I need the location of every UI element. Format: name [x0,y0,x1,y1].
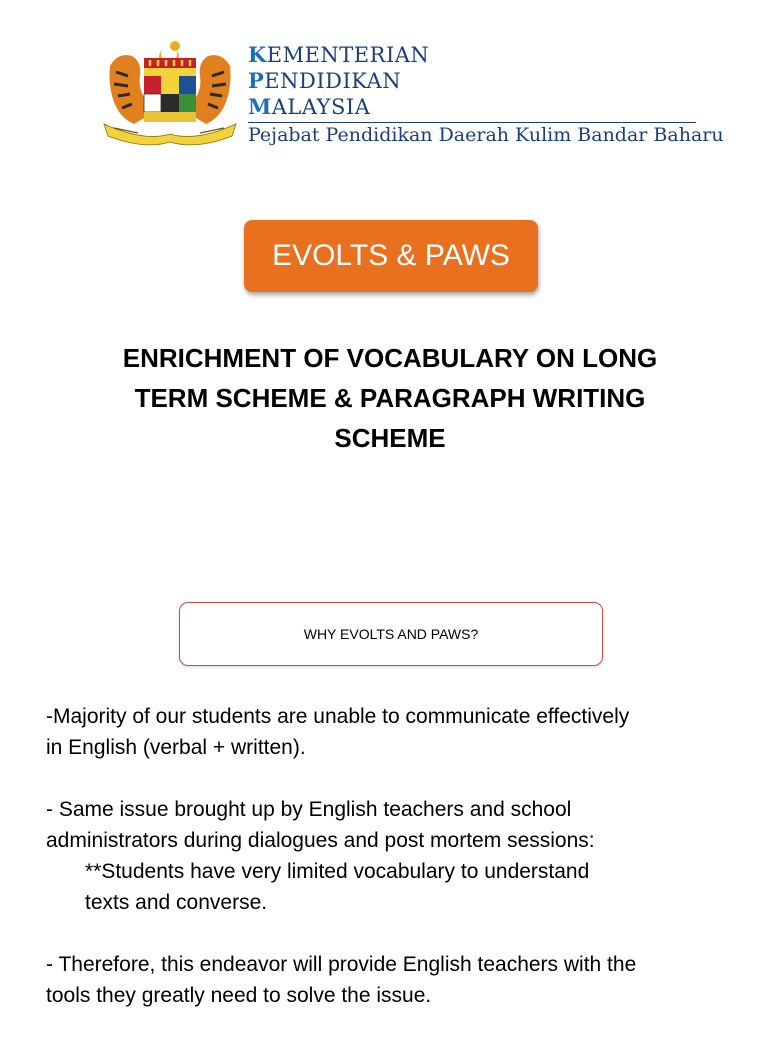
program-banner [244,220,538,292]
ministry-name: KEMENTERIAN PENDIDIKAN MALAYSIA [248,42,430,119]
paragraph-1: -Majority of our students are unable to communicate effectively in English (verbal + written). [46,705,630,759]
coat-of-arms-icon [100,36,240,146]
body-text [46,701,736,1042]
slide-title: ENRICHMENT OF VOCABULARY ON LONG TERM SCHEME & PARAGRAPH WRITING SCHEME [122,343,658,453]
header-divider [248,122,696,123]
header [100,36,724,156]
question-label: WHY EVOLTS AND PAWS? [303,626,479,642]
paragraph-2: - Same issue brought up by English teachers and school administrators during dialogues and post mortem sessions: **Students have very limited vocabulary to understand texts and converse. [46,798,595,914]
question-box [179,602,603,666]
district-office-name: Pejabat Pendidikan Daerah Kulim Bandar Baharu [248,124,724,146]
program-banner-label: EVOLTS & PAWS [272,239,510,272]
paragraph-3: - Therefore, this endeavor will provide English teachers with the tools they greatly need to solve the issue. [46,953,637,1007]
